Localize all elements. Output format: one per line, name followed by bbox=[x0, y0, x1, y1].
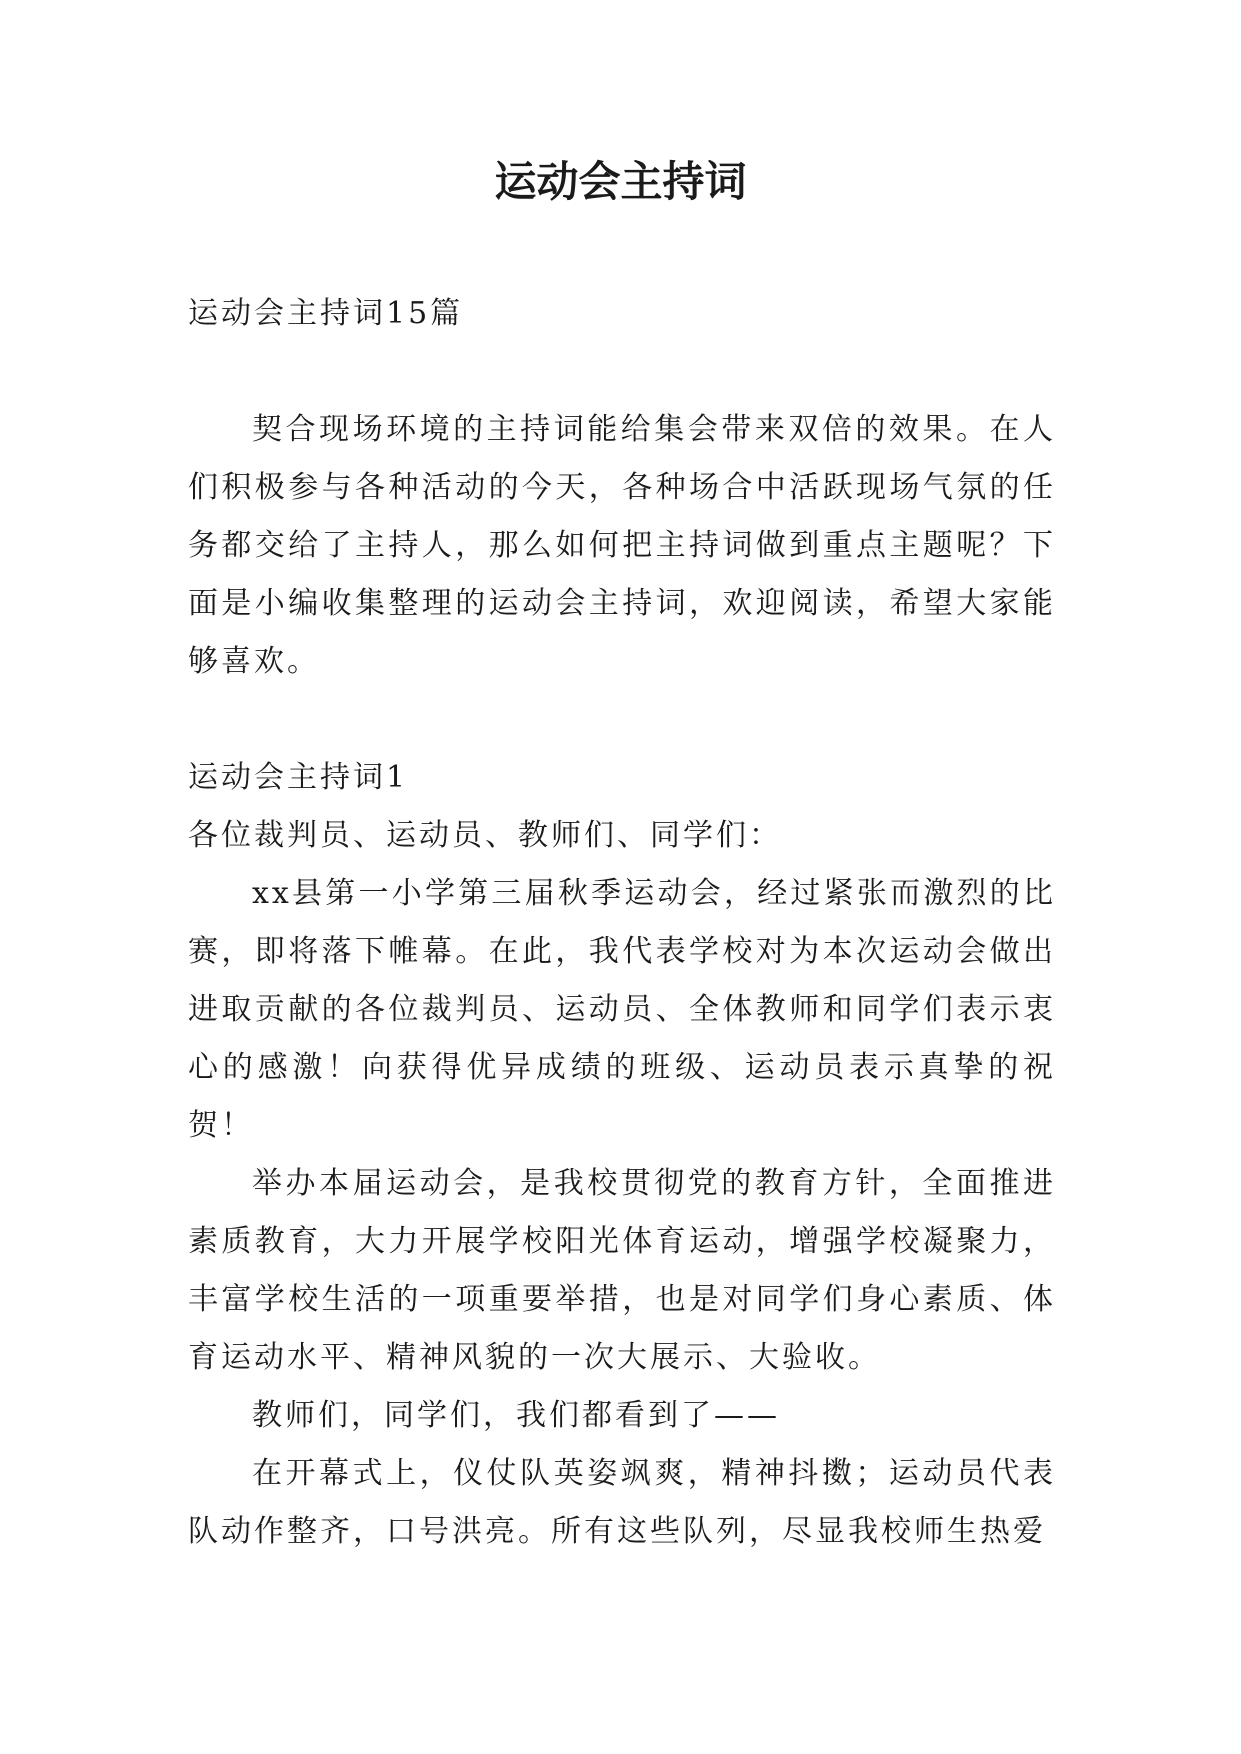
body-paragraph: 在开幕式上，仪仗队英姿飒爽，精神抖擞；运动员代表队动作整齐，口号洪亮。所有这些队列，尽显我校师生热爱 bbox=[188, 1456, 1056, 1549]
salutation: 各位裁判员、运动员、教师们、同学们： bbox=[188, 818, 782, 853]
document-title: 运动会主持词 bbox=[494, 157, 747, 206]
document-subtitle: 运动会主持词15篇 bbox=[188, 296, 464, 331]
document-body bbox=[188, 285, 1056, 1561]
section-heading: 运动会主持词1 bbox=[188, 760, 409, 795]
body-paragraph: xx县第一小学第三届秋季运动会，经过紧张而激烈的比赛，即将落下帷幕。在此，我代表学校对为本次运动会做出进取贡献的各位裁判员、运动员、全体教师和同学们表示衷心的感激！向获得优异成绩的班级、运动员表示真挚的祝贺！ bbox=[188, 876, 1056, 1143]
body-paragraph: 举办本届运动会，是我校贯彻党的教育方针，全面推进素质教育，大力开展学校阳光体育运动，增强学校凝聚力，丰富学校生活的一项重要举措，也是对同学们身心素质、体育运动水平、精神风貌的一次大展示、大验收。 bbox=[188, 1166, 1056, 1375]
intro-paragraph: 契合现场环境的主持词能给集会带来双倍的效果。在人们积极参与各种活动的今天，各种场合中活跃现场气氛的任务都交给了主持人，那么如何把主持词做到重点主题呢？下面是小编收集整理的运动会主持词，欢迎阅读，希望大家能够喜欢。 bbox=[188, 412, 1056, 679]
body-paragraph: 教师们，同学们，我们都看到了—— bbox=[252, 1398, 780, 1433]
